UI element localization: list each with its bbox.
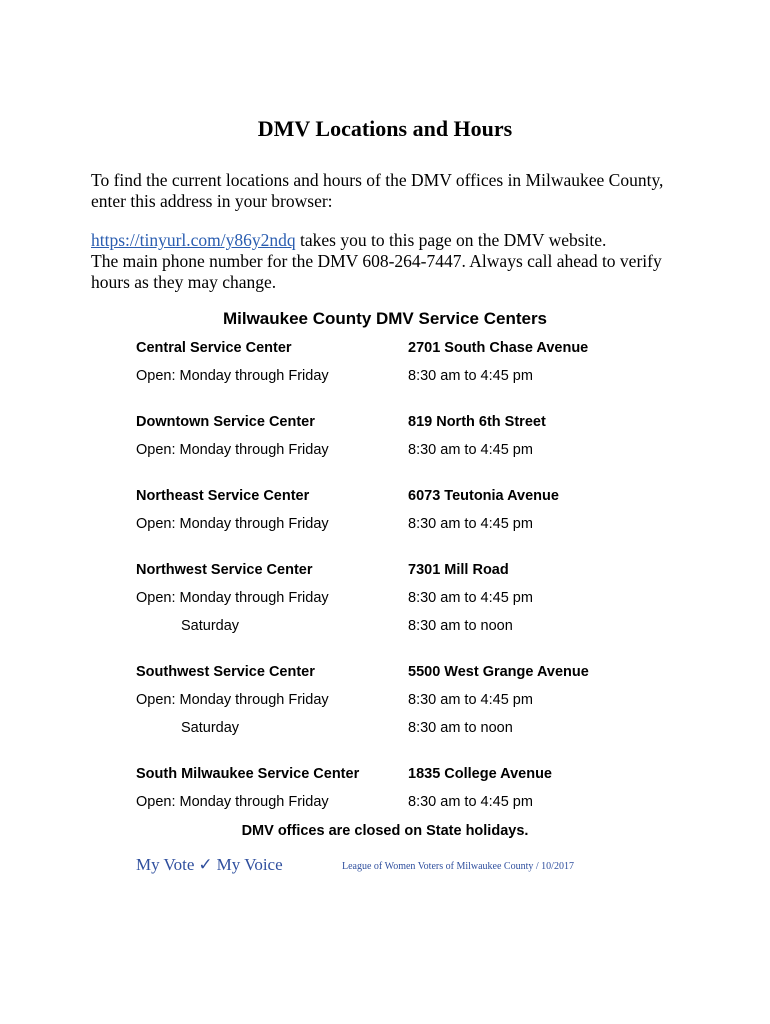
center-days: Saturday — [181, 618, 240, 634]
center-address: 7301 Mill Road — [408, 562, 509, 578]
center-days: Open: Monday through Friday — [136, 794, 329, 810]
intro-paragraph — [91, 170, 691, 212]
centers-heading: Milwaukee County DMV Service Centers — [222, 309, 548, 328]
page-title: DMV Locations and Hours — [257, 116, 513, 141]
center-days: Open: Monday through Friday — [136, 442, 329, 458]
center-header-row — [136, 664, 656, 684]
center-header-row — [136, 340, 656, 360]
center-name: Downtown Service Center — [136, 414, 315, 430]
slogan-part-2: My Voice — [216, 855, 283, 874]
center-days: Saturday — [181, 720, 240, 736]
center-address: 5500 West Grange Avenue — [408, 664, 589, 680]
center-header-row — [136, 766, 656, 786]
center-name: Northeast Service Center — [136, 488, 310, 504]
center-time: 8:30 am to 4:45 pm — [408, 692, 533, 708]
center-time: 8:30 am to noon — [408, 720, 513, 736]
holiday-closure-note: DMV offices are closed on State holidays. — [241, 823, 529, 839]
center-name: South Milwaukee Service Center — [136, 766, 360, 782]
intro-line-2: enter this address in your browser: — [91, 191, 333, 211]
hours-warning-line: hours as they may change. — [91, 272, 277, 292]
link-paragraph — [91, 230, 691, 293]
center-address: 6073 Teutonia Avenue — [408, 488, 559, 504]
center-time: 8:30 am to noon — [408, 618, 513, 634]
center-hours-row — [136, 590, 656, 610]
phone-line: The main phone number for the DMV 608-264-7447. Always call ahead to verify — [91, 251, 662, 271]
center-time: 8:30 am to 4:45 pm — [408, 516, 533, 532]
center-hours-row — [136, 442, 656, 462]
link-line-1 — [91, 230, 691, 251]
center-name: Central Service Center — [136, 340, 292, 356]
center-days: Open: Monday through Friday — [136, 692, 329, 708]
center-hours-row — [136, 618, 656, 638]
center-address: 819 North 6th Street — [408, 414, 546, 430]
center-time: 8:30 am to 4:45 pm — [408, 442, 533, 458]
center-days: Open: Monday through Friday — [136, 516, 329, 532]
center-header-row — [136, 414, 656, 434]
footer-slogan — [136, 855, 283, 875]
center-hours-row — [136, 692, 656, 712]
center-days: Open: Monday through Friday — [136, 590, 329, 606]
center-header-row — [136, 562, 656, 582]
center-time: 8:30 am to 4:45 pm — [408, 794, 533, 810]
center-time: 8:30 am to 4:45 pm — [408, 590, 533, 606]
slogan-part-1: My Vote — [136, 855, 195, 874]
center-hours-row — [136, 368, 656, 388]
center-address: 2701 South Chase Avenue — [408, 340, 589, 356]
center-name: Northwest Service Center — [136, 562, 313, 578]
dmv-url-link[interactable]: https://tinyurl.com/y86y2ndq — [91, 230, 296, 250]
center-header-row — [136, 488, 656, 508]
intro-line-1: To find the current locations and hours of the DMV offices in Milwaukee County, — [91, 170, 664, 190]
center-days: Open: Monday through Friday — [136, 368, 329, 384]
center-hours-row — [136, 516, 656, 536]
center-name: Southwest Service Center — [136, 664, 315, 680]
center-address: 1835 College Avenue — [408, 766, 552, 782]
center-hours-row — [136, 720, 656, 740]
checkmark-icon: ✓ — [198, 855, 213, 874]
link-line-1-text: takes you to this page on the DMV website. — [295, 230, 607, 250]
footer-credit: League of Women Voters of Milwaukee County / 10/2017 — [342, 861, 574, 872]
center-hours-row — [136, 794, 656, 814]
center-time: 8:30 am to 4:45 pm — [408, 368, 533, 384]
